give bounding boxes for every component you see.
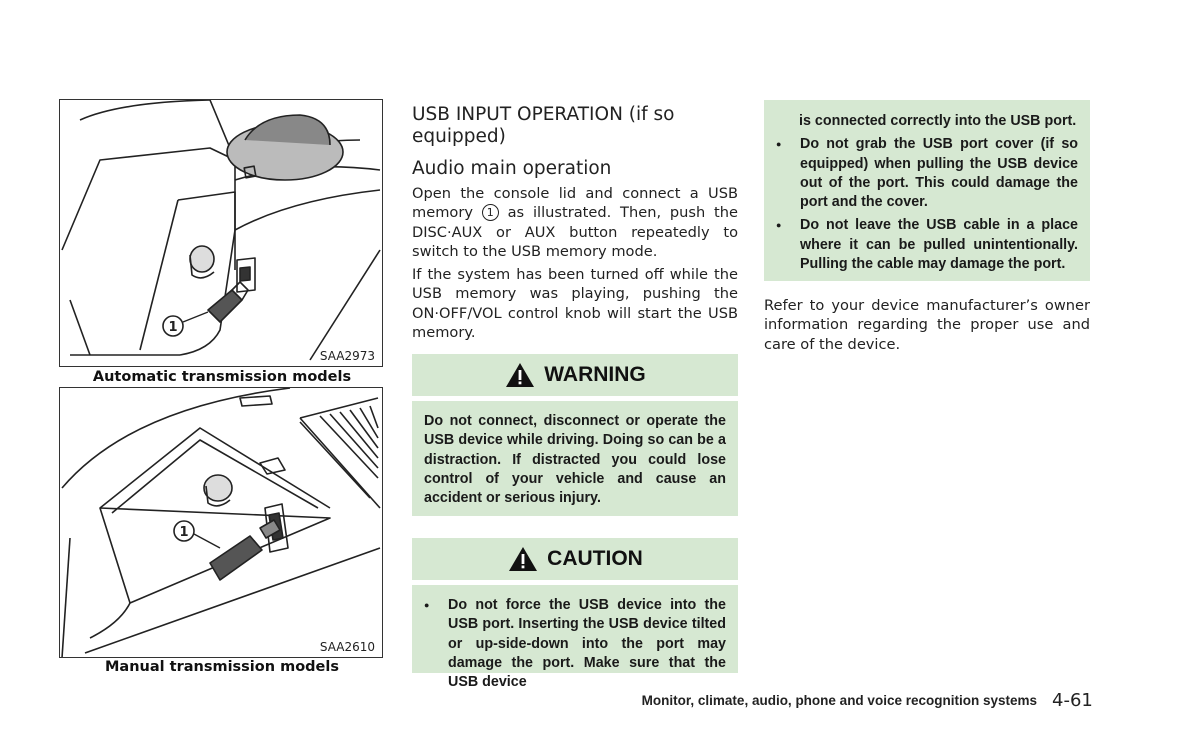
callout-1-label: 1 (179, 525, 189, 540)
caution-body (412, 585, 738, 691)
section-subtitle: Audio main operation (412, 158, 612, 179)
caution-item-3: ● Do not leave the USB cable in a place where it can be pulled unintentionally. Pulling the cable may damage the port. (776, 216, 1078, 274)
callout-1-label: 1 (168, 320, 178, 335)
warning-header (412, 354, 738, 396)
warning-text: Do not connect, disconnect or operate the USB device while driving. Doing so can be a distraction. If distracted you could lose control of your vehicle and cause an accident or serious injury. (424, 413, 726, 507)
figure-manual-transmission (59, 387, 383, 658)
caution-title: CAUTION (547, 547, 643, 570)
caution-item-1: ● Do not force the USB device into the USB port. Inserting the USB device tilted or up-side-down into the port may damage the port. Make sure that the USB device (424, 596, 726, 692)
console-illustration-automatic (60, 100, 383, 367)
figure-automatic-transmission (59, 99, 383, 367)
section-title: USB INPUT OPERATION (if so equipped) (412, 104, 675, 147)
footer-chapter: Monitor, climate, audio, phone and voice recognition systems (641, 693, 1037, 708)
warning-body (412, 401, 738, 516)
page-number: 4-61 (1052, 690, 1093, 711)
para1-text-a: Open the console lid and connect a USB memory (412, 185, 738, 222)
caution-body-continued (764, 100, 1090, 281)
figure-code: SAA2610 (319, 640, 375, 654)
callout-1-inline: 1 (482, 204, 499, 221)
caution-item-1-continued: is connected correctly into the USB port. (799, 113, 1077, 129)
console-illustration-manual (60, 388, 383, 658)
paragraph-refer: Refer to your device manufacturer’s owner information regarding the proper use and care of the device. (764, 297, 1090, 353)
figure-caption: Automatic transmission models (92, 369, 352, 385)
para1-text-b: as illustrated. Then, push the DISC·AUX or AUX button repeatedly to switch to the USB memory mode. (412, 204, 739, 260)
caution-list-continued (776, 135, 1078, 274)
paragraph-resume: If the system has been turned off while the USB memory was playing, pushing the ON·OFF/VOL control knob will start the USB memory. (412, 266, 738, 341)
warning-title: WARNING (544, 363, 646, 386)
caution-header (412, 538, 738, 580)
figure-caption: Manual transmission models (104, 659, 339, 675)
caution-item-2: ● Do not grab the USB port cover (if so equipped) when pulling the USB device out of the port. This could damage the port and the cover. (776, 135, 1078, 212)
warning-triangle-icon (507, 545, 539, 573)
paragraph-connect-usb (412, 184, 738, 261)
figure-code: SAA2973 (319, 349, 375, 363)
warning-triangle-icon (504, 361, 536, 389)
caution-list (424, 596, 726, 692)
